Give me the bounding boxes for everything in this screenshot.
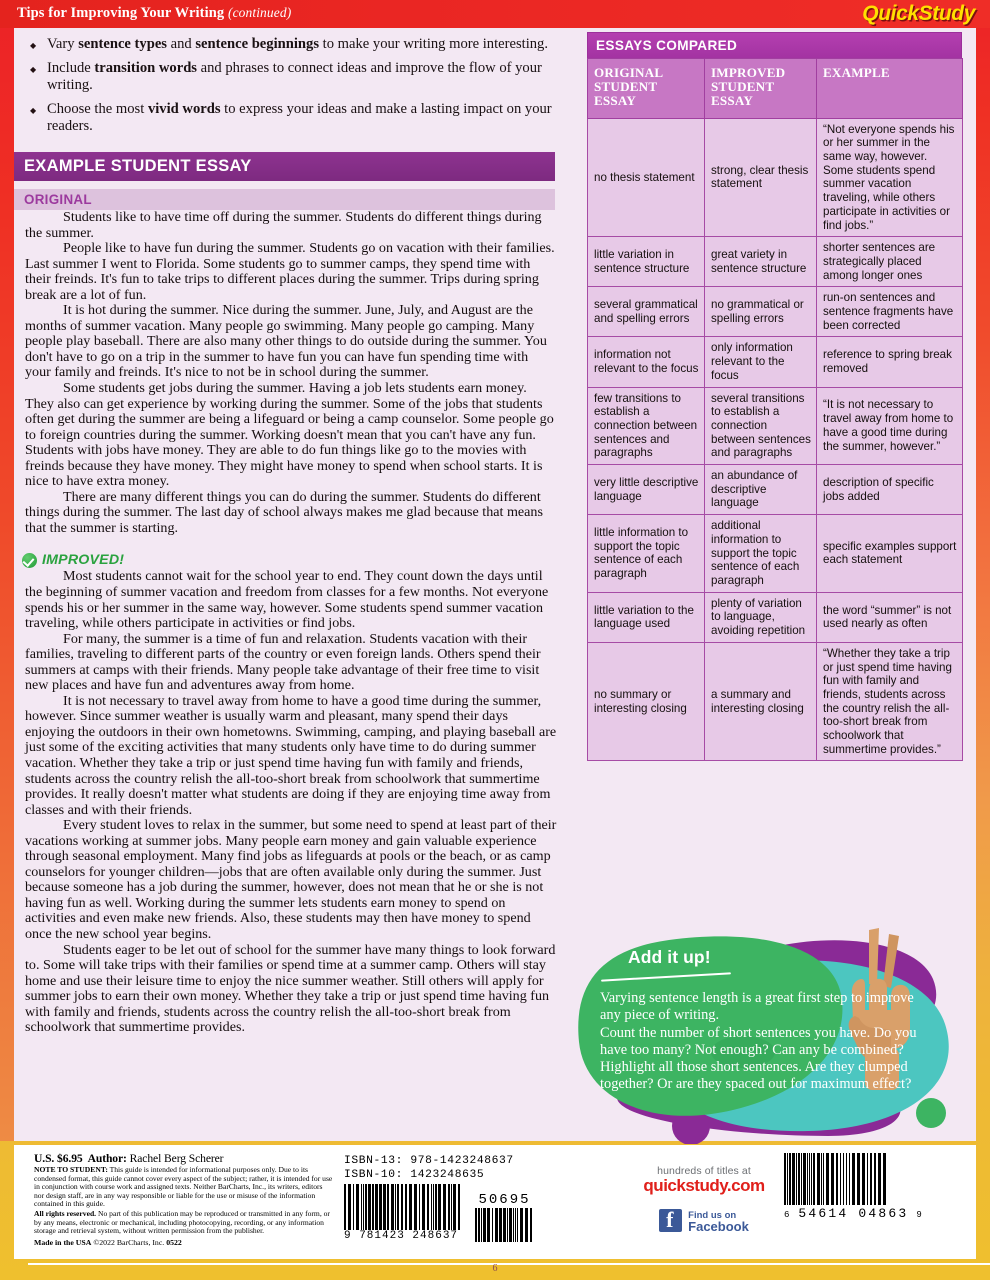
left-column xyxy=(14,28,567,1141)
essay-paragraph: Some students get jobs during the summer. Having a job lets students earn money. They also can get experience by working during the summer. Some of the jobs that students often get during the summer are being a lifeguard or being a camp counselor. Some people go to foreign countries during the summer. Working doesn't mean that you can't have any fun. Students with jobs have money. They are able to do fun things like go to the movies with freinds because they have money. They might have money to spend when school starts. It is nice to have extra money. xyxy=(25,379,554,490)
legal-block xyxy=(34,1152,334,1247)
page-title-text: Tips for Improving Your Writing xyxy=(17,5,225,21)
author-label: Author: xyxy=(87,1152,127,1165)
table-cell-original: little variation to the language used xyxy=(588,592,705,642)
tips-bullet-list xyxy=(14,28,567,146)
essay-paragraph: It is not necessary to travel away from home to have a good time during the summer, however. Since summer weather is usually warm and pleasant, many spend their days enjoying the outdoors in their own hometowns. Swimming, camping, and playing baseball are just some of the exciting activities that many students only have time to do during summer vacation. Whether they take a trip or just spend time having fun with family and friends, students across the country relish the all-too-short break from schoolwork that summertime provides. It really doesn't matter what students are doing if they are enjoying time away from classes and with their friends. xyxy=(25,692,557,818)
add-it-up-callout xyxy=(573,924,973,1144)
table-cell-improved: only information relevant to the focus xyxy=(705,337,817,387)
page-title xyxy=(17,5,291,22)
table-cell-improved: an abundance of descriptive language xyxy=(705,465,817,515)
content-card xyxy=(14,28,976,1141)
facebook-line1: Find us on xyxy=(688,1209,737,1221)
table-cell-example: “Not everyone spends his or her summer in the same way, however. Some students spend summer vacation traveling, while others participate in activities or find jobs.” xyxy=(817,118,963,237)
table-row xyxy=(588,642,963,761)
table-column-header: IMPROVED STUDENT ESSAY xyxy=(705,59,817,119)
essay-paragraph: Students eager to be let out of school for the summer have many things to look forward to. Some will take trips with their families or spend time at a summer camp. Others will stay home and use their leisure time to enjoy the nice summer weather. Still others will apply for summer jobs to earn their own money. Whether they take a trip or just spend time having fun with family and friends, students across the country relish the all-too-short break from schoolwork that summertime provides. xyxy=(25,941,556,1036)
price-code-digits: 50695 xyxy=(478,1192,531,1208)
table-cell-example: specific examples support each statement xyxy=(817,515,963,593)
table-cell-improved: additional information to support the topic sentence of each paragraph xyxy=(705,515,817,593)
table-cell-original: little variation in sentence structure xyxy=(588,237,705,287)
table-cell-original: little information to support the topic sentence of each paragraph xyxy=(588,515,705,593)
essays-compared-table xyxy=(587,58,963,761)
subheading-original: ORIGINAL xyxy=(14,189,555,210)
tip-bullet: ◆ Vary sentence types and sentence beginnings to make your writing more interesting. xyxy=(26,36,553,54)
page-number: 6 xyxy=(492,1263,498,1274)
table-cell-original: very little descriptive language xyxy=(588,465,705,515)
isbn-block xyxy=(344,1155,534,1242)
quickstudy-url[interactable]: quickstudy.com xyxy=(643,1176,765,1195)
table-cell-improved: several transitions to establish a connection between sentences and paragraphs xyxy=(705,387,817,465)
made-code: 0522 xyxy=(166,1237,182,1247)
table-row xyxy=(588,237,963,287)
facebook-icon xyxy=(659,1209,682,1232)
web-promo-caption: hundreds of titles at xyxy=(657,1165,751,1177)
note-text: This guide is intended for informational purposes only. Due to its condensed format, this guide cannot cover every aspect of the subject; rather, it is intended for use in conjunction with course work and assigned texts. Neither BarCharts, Inc., its writers, editors nor design staff, are in any way responsible or liable for the use or misuse of the information contained in this guide. xyxy=(34,1165,333,1209)
facebook-text xyxy=(688,1210,749,1232)
table-row xyxy=(588,118,963,237)
price-text: U.S. $6.95 xyxy=(34,1152,83,1165)
essay-paragraph: People like to have fun during the summer. Students go on vacation with their families. Last summer I went to Florida. Some students go to summer camps, they spend time with their freinds. It's fun to take trips to different places during the summer. Trips during spring break are a lot of fun. xyxy=(25,240,555,303)
rights-block xyxy=(34,1210,334,1236)
table-row xyxy=(588,465,963,515)
essay-paragraph: There are many different things you can do during the summer. Students do different things during the summer. The last day of school always makes me glad because that means that the summer is starting. xyxy=(25,488,543,536)
rights-label: All rights reserved. xyxy=(34,1208,97,1218)
essays-compared-panel xyxy=(587,32,962,761)
table-cell-original: no thesis statement xyxy=(588,118,705,237)
essay-paragraph: Students like to have time off during the summer. Students do different things during the summer. xyxy=(25,208,542,241)
table-row xyxy=(588,592,963,642)
facebook-link[interactable] xyxy=(614,1209,794,1232)
table-cell-original: several grammatical and spelling errors xyxy=(588,287,705,337)
tip-bullet: ◆ Include transition words and phrases to connect ideas and improve the flow of your writing. xyxy=(26,60,553,95)
table-row xyxy=(588,515,963,593)
add-it-up-body: Varying sentence length is a great first step to improve any piece of writing. Count the number of short sentences you have. Do you have too many? Not enough? Can any be combined? Highlight all those short sentences. Are they clumped together? Or are they spaced out for maximum effect? xyxy=(600,990,917,1093)
table-cell-example: “Whether they take a trip or just spend time having fun with family and friends, students across the country relish the all-too-short break from schoolwork that summertime provides.” xyxy=(817,642,963,761)
made-text: ©2022 BarCharts, Inc. xyxy=(93,1237,165,1247)
page-footer xyxy=(0,1141,990,1280)
note-label: NOTE TO STUDENT: xyxy=(34,1165,108,1174)
footer-white-area xyxy=(14,1145,976,1259)
table-cell-improved: great variety in sentence structure xyxy=(705,237,817,287)
page-header-bar xyxy=(0,0,990,28)
table-column-header: ORIGINAL STUDENT ESSAY xyxy=(588,59,705,119)
web-promo-block xyxy=(614,1165,794,1232)
price-author-line xyxy=(34,1152,334,1165)
table-cell-example: description of specific jobs added xyxy=(817,465,963,515)
table-cell-example: reference to spring break removed xyxy=(817,337,963,387)
table-row xyxy=(588,387,963,465)
tip-bullet: ◆ Choose the most vivid words to express your ideas and make a lasting impact on your readers. xyxy=(26,101,553,136)
made-in-usa-line xyxy=(34,1238,334,1247)
rights-text: No part of this publication may be reproduced or transmitted in any form, or by any means, electronic or mechanical, including photocopying, recording, or any information storage and retrieval system, without written permission from the publisher. xyxy=(34,1208,330,1236)
note-to-student xyxy=(34,1166,334,1209)
ean-barcode xyxy=(784,1153,923,1205)
ean-block xyxy=(784,1153,923,1221)
ean-right-digit: 9 xyxy=(916,1210,923,1220)
made-label: Made in the USA xyxy=(34,1237,92,1247)
table-cell-improved: a summary and interesting closing xyxy=(705,642,817,761)
add-it-up-heading: Add it up! xyxy=(628,947,711,967)
isbn-barcode xyxy=(344,1184,461,1230)
author-name: Rachel Berg Scherer xyxy=(129,1152,224,1165)
essay-paragraph: For many, the summer is a time of fun and relaxation. Students vacation with their families, traveling to different parts of the country or even foreign lands. Others spend their summers at camps with their friends. Many people take advantage of their free time to visit new places and have fun and adventures away from home. xyxy=(25,630,541,694)
table-cell-improved: no grammatical or spelling errors xyxy=(705,287,817,337)
improved-essay-body xyxy=(14,569,567,1035)
section-heading-example-essay: EXAMPLE STUDENT ESSAY xyxy=(14,152,555,181)
ean-digits: 54614 04863 xyxy=(798,1206,909,1221)
table-cell-original: no summary or interesting closing xyxy=(588,642,705,761)
quickstudy-logo: QuickStudy xyxy=(862,2,975,25)
table-header-row xyxy=(588,59,963,119)
ean-left-digit: 6 xyxy=(784,1210,791,1220)
table-title: ESSAYS COMPARED xyxy=(587,32,962,58)
right-column xyxy=(567,28,976,1141)
essay-paragraph: Every student loves to relax in the summer, but some need to spend at least part of their vacations working at summer jobs. Many people earn money and gain valuable experience through seasonal employment. Many find jobs as lifeguards at pools or the beach, or as camp counselors for younger children—jobs that are often available only during the summer. Just because someone has a job during the summer, however, does not mean that he or she is not having fun as well. Working during the summer lets students earn money to spend on activities and even make new friends. Also, these students may then have money to spend once the new school year begins. xyxy=(25,817,557,943)
isbn13-line: ISBN-13: 978-1423248637 xyxy=(344,1155,514,1167)
table-cell-original: information not relevant to the focus xyxy=(588,337,705,387)
table-cell-example: run-on sentences and sentence fragments have been corrected xyxy=(817,287,963,337)
subheading-improved xyxy=(22,552,567,568)
table-row xyxy=(588,337,963,387)
check-circle-icon xyxy=(22,553,37,568)
table-body xyxy=(588,118,963,761)
essay-paragraph: It is hot during the summer. Nice during the summer. June, July, and August are the months of summer vacation. Many people go swimming. Many people go camping. Many people play baseball. There are also many other things to do outside during the summer. You don't have to go on a trip in the summer to have fun you can have fun spending time with your family and freinds. It's nice to not be in school during the summer. xyxy=(25,302,547,381)
isbn-barcode-digits: 9 781423 248637 xyxy=(344,1230,459,1242)
price-barcode xyxy=(475,1208,534,1242)
page-title-continued: (continued) xyxy=(227,5,292,20)
essay-paragraph: Most students cannot wait for the school year to end. They count down the days until the beginning of summer vacation and freedom from classes for a few months. Not everyone spends his or her summer in the same way, however. Some students spend summer vacation traveling, while others participate in activities or find jobs. xyxy=(25,568,549,632)
improved-label: IMPROVED! xyxy=(42,552,125,569)
table-cell-original: few transitions to establish a connection between sentences and paragraphs xyxy=(588,387,705,465)
table-cell-example: the word “summer” is not used nearly as often xyxy=(817,592,963,642)
original-essay-body xyxy=(14,210,567,536)
left-color-rail xyxy=(0,0,14,1141)
table-cell-improved: strong, clear thesis statement xyxy=(705,118,817,237)
table-column-header: EXAMPLE xyxy=(817,59,963,119)
table-cell-example: shorter sentences are strategically placed among longer ones xyxy=(817,237,963,287)
facebook-line2: Facebook xyxy=(688,1218,749,1234)
table-cell-improved: plenty of variation to language, avoiding repetition xyxy=(705,592,817,642)
table-row xyxy=(588,287,963,337)
isbn10-line: ISBN-10: 1423248635 xyxy=(344,1168,485,1181)
table-cell-example: “It is not necessary to travel away from home to have a good time during the summer, however.” xyxy=(817,387,963,465)
